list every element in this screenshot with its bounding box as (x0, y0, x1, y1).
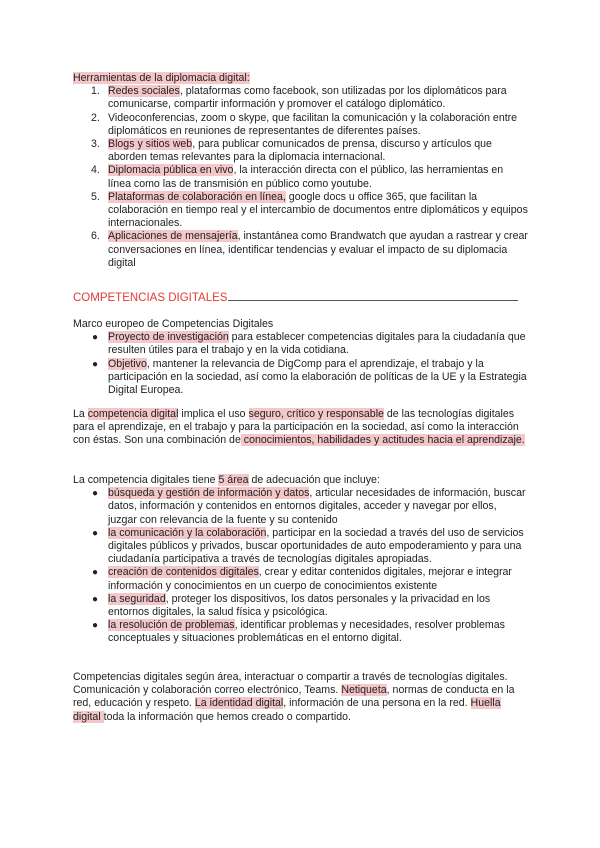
bullet-icon: ● (92, 527, 99, 539)
list-item: ● creación de contenidos digitales, crear y editar contenidos digitales, mejorar e integrar información y conocimientos en un cuerpo de conocimientos existente (92, 566, 512, 592)
areas-list (73, 487, 528, 645)
marco-list (73, 331, 528, 397)
marco-section (73, 318, 528, 397)
list-item: 1. Redes sociales, plataformas como facebook, son utilizadas por los diplomáticos para comunicarse, compartir información y promover el catálogo diplomático. (91, 85, 507, 111)
list-item: ● la resolución de problemas, identificar problemas y necesidades, resolver problemas conceptuales y situaciones problemáticas en el entorno digital. (92, 619, 505, 645)
tools-list (73, 85, 528, 270)
bullet-icon: ● (92, 593, 99, 605)
section-title: COMPETENCIAS DIGITALES (73, 291, 528, 305)
bullet-icon: ● (92, 358, 99, 370)
marco-heading: Marco europeo de Competencias Digitales (73, 318, 274, 330)
list-item: 3. Blogs y sitios web, para publicar comunicados de prensa, discurso y artículos que aborden temas relevantes para la diplomacia internacional. (91, 138, 492, 164)
list-item: 2. Videoconferencias, zoom o skype, que facilitan la comunicación y la colaboración entre diplomáticos en reuniones de representantes de diferentes países. (91, 111, 518, 137)
tools-section (73, 72, 528, 270)
closing-paragraph: Competencias digitales según área, interactuar o compartir a través de tecnologías digitales. Comunicación y colaboración correo electrónico, Teams. Netiqueta, normas de conducta en la red, educación y respeto. La identidad digital, información de una persona en la red. Huella digital toda la información que hemos creado o compartido. (73, 671, 515, 723)
bullet-icon: ● (92, 488, 99, 500)
tools-heading: Herramientas de la diplomacia digital: (73, 72, 250, 84)
list-item: ● la comunicación y la colaboración, participar en la sociedad a través del uso de servicios digitales públicos y privados, buscar oportunidades de auto empoderamiento y para una ciudadanía participativa a través de tecnologías digitales apropiadas. (92, 526, 524, 566)
bullet-icon: ● (92, 567, 99, 579)
bullet-icon: ● (92, 332, 99, 344)
list-item: ● la seguridad, proteger los dispositivos, los datos personales y la privacidad en los entornos digitales, la salud física y psicológica. (92, 592, 491, 619)
bullet-icon: ● (92, 620, 99, 632)
areas-intro: La competencia digitales tiene 5 área de adecuación que incluye: (73, 474, 380, 486)
definition-paragraph: La competencia digital implica el uso seguro, crítico y responsable de las tecnologías digitales para el aprendizaje, en el trabajo y para la participación en la sociedad, así como la interacción con éstas. Son una combinación de conocimientos, habilidades y actitudes hacia el aprendizaje. (73, 408, 525, 447)
list-item: ● Proyecto de investigación para establecer competencias digitales para la ciudadanía que resulten útiles para el trabajo y en la vida cotidiana. (92, 331, 526, 357)
list-item: 6. Aplicaciones de mensajería, instantánea como Brandwatch que ayudan a rastrear y crear conversaciones en línea, identificar tendencias y evaluar el impacto de su diplomacia digital (91, 230, 528, 269)
list-item: 4. Diplomacia pública en vivo, la interacción directa con el público, las herramientas en línea como las de transmisión en público como youtube. (91, 164, 504, 190)
areas-section (73, 474, 528, 646)
list-item: ● Objetivo, mantener la relevancia de DigComp para el aprendizaje, el trabajo y la participación en la sociedad, así como la elaboración de políticas de la UE y la Estrategia Digital Europea. (92, 357, 527, 397)
title-underline (228, 291, 518, 301)
list-item: 5. Plataformas de colaboración en línea, google docs u office 365, que facilitan la colaboración en tiempo real y el intercambio de documentos entre diplomáticos y equipos internacionales. (91, 190, 528, 230)
list-item: ● búsqueda y gestión de información y datos, articular necesidades de información, buscar datos, información y contenidos en entornos digitales, acceder y navegar por ellos, juzgar con relevancia de la fuente y su contenido (92, 487, 526, 526)
